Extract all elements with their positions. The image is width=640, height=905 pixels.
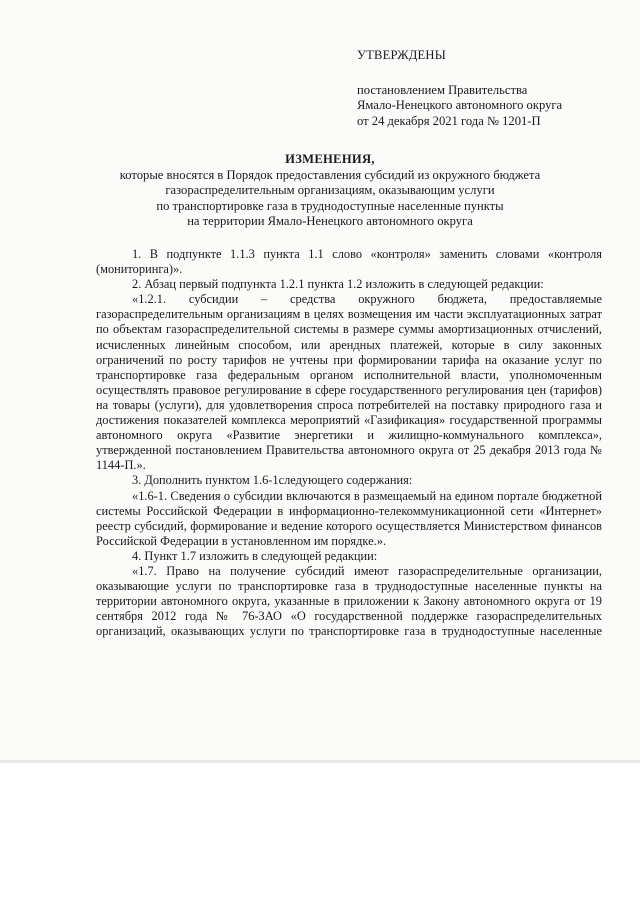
document-title — [60, 152, 600, 230]
paragraph: 2. Абзац первый подпункта 1.2.1 пункта 1.2 изложить в следующей редакции: — [132, 277, 544, 292]
title-line: которые вносятся в Порядок предоставления субсидий из окружного бюджета — [119, 167, 541, 182]
title-line: по транспортировке газа в труднодоступные населенные пункты — [156, 198, 504, 213]
paragraph: 3. Дополнить пунктом 1.6-1следующего содержания: — [132, 473, 413, 488]
page-edge — [0, 760, 640, 763]
paragraph: «1.7. Право на получение субсидий имеют газораспределительные организации, оказывающие услуги по транспортировке газа в труднодоступные населенные пункты на территории автономного округа, указанные в приложении к Закону автономного округа от 19 сентября 2012 года № 76-ЗАО «О государственной поддержке газораспределительных организаций, оказывающих услуги по транспортировке газа в труднодоступные населенные — [96, 563, 602, 639]
paragraph: «1.6-1. Сведения о субсидии включаются в размещаемый на едином портале бюджетной системы Российской Федерации в информационно-телекоммуникационной сети «Интернет» реестр субсидий, формирование и ведение которого осуществляется Министерством финансов Российской Федерации в установленном им порядке.». — [96, 488, 602, 548]
approval-line: от 24 декабря 2021 года № 1201-П — [357, 113, 541, 128]
paragraph: 1. В подпункте 1.1.3 пункта 1.1 слово «контроля» заменить словами «контроля (мониторинга)». — [96, 247, 602, 277]
title-line: на территории Ямало-Ненецкого автономного округа — [187, 214, 473, 229]
approval-line: Ямало-Ненецкого автономного округа — [357, 98, 563, 113]
title-main: ИЗМЕНЕНИЯ, — [285, 152, 375, 166]
title-line: газораспределительным организациям, оказывающим услуги — [165, 183, 495, 198]
approval-block — [357, 48, 562, 129]
approval-heading: УТВЕРЖДЕНЫ — [357, 48, 446, 62]
paragraph: «1.2.1. субсидии – средства окружного бюджета, предоставляемые газораспределительным организациям в целях возмещения им части эксплуатационных затрат по объектам газораспределительной системы в размере суммы амортизационных отчислений, исчисленных линейным способом, или арендных платежей, которые в силу законных ограничений по росту тарифов не учтены при формировании тарифа на оказание услуг по транспортировке газа федеральным органом исполнительной власти, уполномоченным осуществлять правовое регулирование в сфере государственного регулирования цен (тарифов) на товары (услуги), для удовлетворения спроса потребителей на поставку природного газа и достижения показателей комплекса мероприятий «Газификация» государственной программы автономного округа «Развитие энергетики и жилищно-коммунального комплекса», утвержденной постановлением Правительства автономного округа от 25 декабря 2013 года № 1144-П.». — [96, 292, 602, 473]
approval-line: постановлением Правительства — [357, 82, 528, 97]
document-body — [96, 247, 602, 639]
paragraph: 4. Пункт 1.7 изложить в следующей редакции: — [132, 548, 378, 563]
